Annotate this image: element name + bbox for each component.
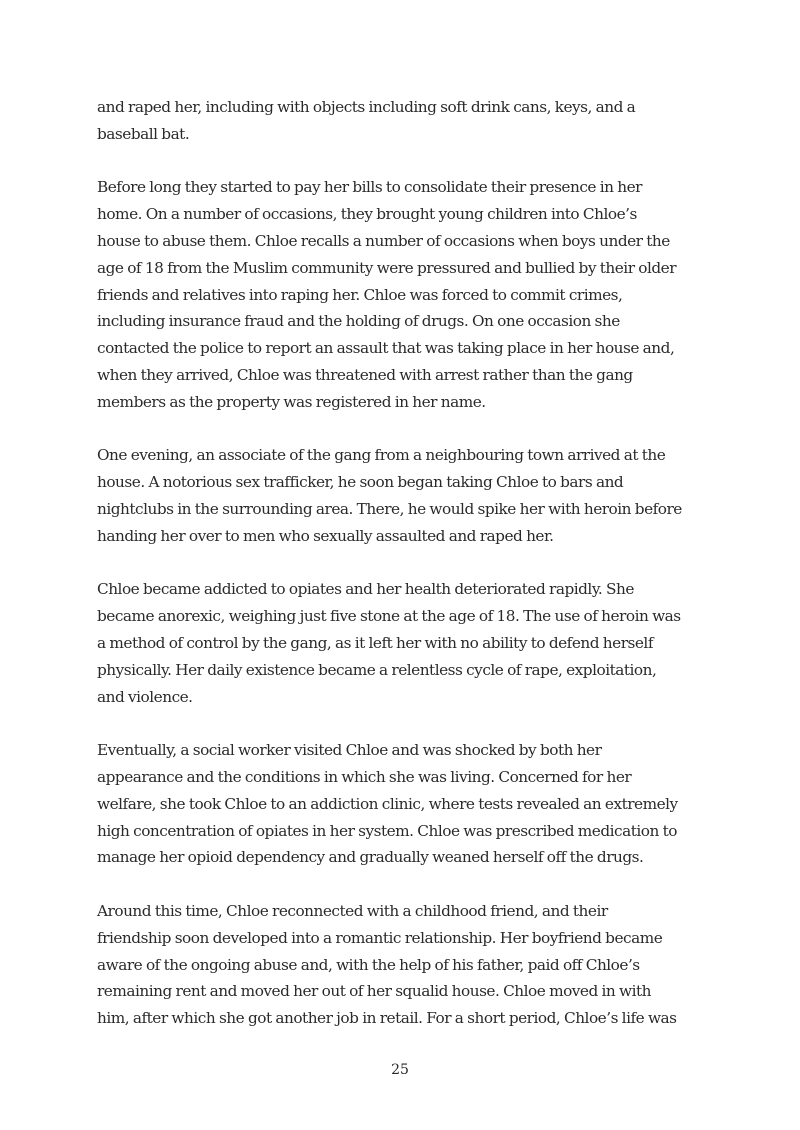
text-line: contacted the police to report an assault that was taking place in her house and,: [97, 339, 675, 358]
paragraph-6: [97, 898, 697, 1032]
text-line: handing her over to men who sexually assaulted and raped her.: [97, 526, 554, 545]
text-line: physically. Her daily existence became a relentless cycle of rape, exploitation,: [97, 660, 657, 679]
text-line: members as the property was registered in her name.: [97, 392, 486, 411]
text-line: friendship soon developed into a romantic relationship. Her boyfriend became: [97, 928, 663, 947]
text-line: age of 18 from the Muslim community were pressured and bullied by their older: [97, 258, 677, 277]
text-line: house to abuse them. Chloe recalls a number of occasions when boys under the: [97, 231, 670, 250]
paragraph-5: [97, 737, 697, 871]
text-line: and violence.: [97, 687, 193, 706]
text-line: Around this time, Chloe reconnected with a childhood friend, and their: [97, 901, 608, 920]
paragraph-2: [97, 174, 697, 415]
paragraph-1: [97, 94, 697, 148]
page-number: 25: [391, 1062, 409, 1078]
text-line: One evening, an associate of the gang from a neighbouring town arrived at the: [97, 446, 666, 465]
text-line: house. A notorious sex trafficker, he soon began taking Chloe to bars and: [97, 473, 624, 492]
text-line: friends and relatives into raping her. Chloe was forced to commit crimes,: [97, 285, 623, 304]
text-line: when they arrived, Chloe was threatened with arrest rather than the gang: [97, 365, 633, 384]
paragraph-4: [97, 576, 697, 710]
text-line: remaining rent and moved her out of her squalid house. Chloe moved in with: [97, 982, 652, 1001]
text-line: baseball bat.: [97, 124, 190, 143]
text-line: appearance and the conditions in which she was living. Concerned for her: [97, 767, 632, 786]
body-text: [97, 94, 697, 1059]
text-line: nightclubs in the surrounding area. There, he would spike her with heroin before: [97, 499, 682, 518]
text-line: and raped her, including with objects including soft drink cans, keys, and a: [97, 98, 636, 116]
text-line: Before long they started to pay her bills to consolidate their presence in her: [97, 178, 642, 197]
text-line: high concentration of opiates in her system. Chloe was prescribed medication to: [97, 821, 677, 840]
text-line: welfare, she took Chloe to an addiction clinic, where tests revealed an extremely: [97, 794, 678, 813]
text-line: became anorexic, weighing just five stone at the age of 18. The use of heroin was: [97, 607, 681, 626]
text-line: a method of control by the gang, as it left her with no ability to defend herself: [97, 633, 653, 652]
text-line: aware of the ongoing abuse and, with the help of his father, paid off Chloe’s: [97, 955, 640, 974]
text-line: Eventually, a social worker visited Chloe and was shocked by both her: [97, 741, 602, 760]
text-line: including insurance fraud and the holding of drugs. On one occasion she: [97, 312, 620, 331]
text-line: Chloe became addicted to opiates and her health deteriorated rapidly. She: [97, 580, 634, 599]
text-line: him, after which she got another job in retail. For a short period, Chloe’s life was: [97, 1009, 677, 1028]
text-line: home. On a number of occasions, they brought young children into Chloe’s: [97, 205, 637, 224]
paragraph-3: [97, 442, 697, 549]
text-line: manage her opioid dependency and gradually weaned herself off the drugs.: [97, 848, 644, 867]
